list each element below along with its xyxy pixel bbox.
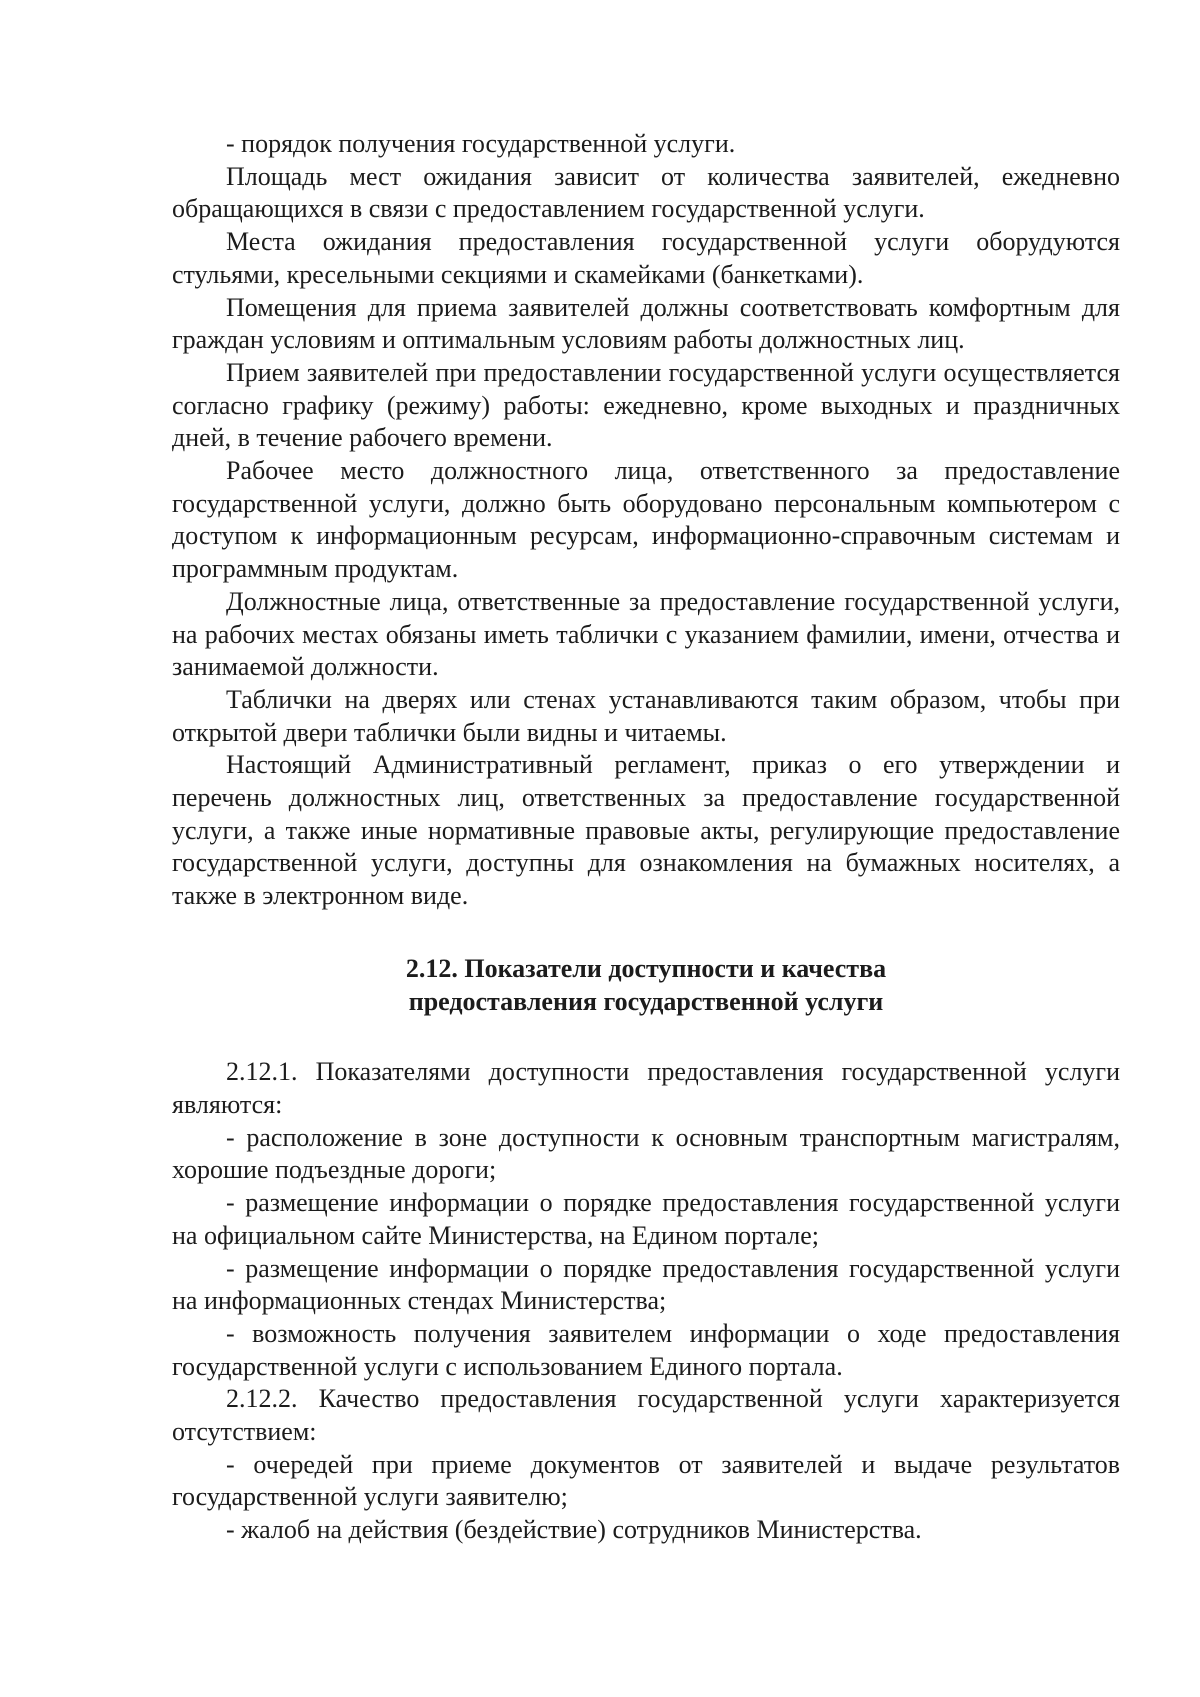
paragraph-accessibility-indicators: 2.12.1. Показателями доступности предоставления государственной услуги являются: — [172, 1057, 1120, 1119]
list-item-info-on-website: - размещение информации о порядке предоставления государственной услуги на официальном сайте Министерства, на Едином портале; — [172, 1188, 1120, 1250]
section-heading-line-1: 2.12. Показатели доступности и качества — [405, 953, 887, 983]
paragraph-reception-rooms: Помещения для приема заявителей должны соответствовать комфортным для граждан условиям и оптимальным условиям работы должностных лиц. — [172, 292, 1120, 355]
list-item-transport-access: - расположение в зоне доступности к основным транспортным магистралям, хорошие подъездные дороги; — [172, 1122, 1120, 1185]
paragraph-order-of-receipt: - порядок получения государственной услуги. — [226, 129, 736, 158]
paragraph-officials-nameplates: Должностные лица, ответственные за предоставление государственной услуги, на рабочих местах обязаны иметь таблички с указанием фамилии, имени, отчества и занимаемой должности. — [172, 586, 1120, 682]
paragraph-nameplates-visibility: Таблички на дверях или стенах устанавливаются таким образом, чтобы при открытой двери таблички были видны и читаемы. — [172, 684, 1120, 747]
document-page — [172, 128, 1120, 1547]
list-item-portal-progress-info: - возможность получения заявителем информации о ходе предоставления государственной услуги с использованием Единого портала. — [172, 1318, 1120, 1381]
paragraph-waiting-area-size: Площадь мест ожидания зависит от количества заявителей, ежедневно обращающихся в связи с предоставлением государственной услуги. — [172, 161, 1120, 224]
paragraph-workplace-equipment: Рабочее место должностного лица, ответственного за предоставление государственной услуги, должно быть оборудовано персональным компьютером с доступом к информационным ресурсам, информационно-справочным системам и программным продуктам. — [172, 456, 1120, 584]
paragraph-regulation-availability: Настоящий Административный регламент, приказ о его утверждении и перечень должностных лиц, ответственных за предоставление государственной услуги, а также иные нормативные правовые акты, регулирующие предоставление государственной услуги, доступны для ознакомления на бумажных носителях, а также в электронном виде. — [172, 750, 1120, 911]
paragraph-quality-indicators: 2.12.2. Качество предоставления государственной услуги характеризуется отсутствием: — [172, 1384, 1120, 1447]
paragraph-reception-schedule: Прием заявителей при предоставлении государственной услуги осуществляется согласно графику (режиму) работы: ежедневно, кроме выходных и праздничных дней, в течение рабочего времени. — [172, 357, 1120, 453]
paragraph-waiting-area-equipment: Места ожидания предоставления государственной услуги оборудуются стульями, кресельными секциями и скамейками (банкетками). — [172, 227, 1120, 289]
section-heading — [172, 953, 1120, 1018]
list-item-no-complaints: - жалоб на действия (бездействие) сотрудников Министерства. — [226, 1515, 922, 1545]
list-item-info-on-stands: - размещение информации о порядке предоставления государственной услуги на информационных стендах Министерства; — [172, 1253, 1120, 1316]
list-item-no-queues: - очередей при приеме документов от заявителей и выдаче результатов государственной услуги заявителю; — [172, 1449, 1120, 1512]
section-heading-line-2: предоставления государственной услуги — [408, 986, 884, 1016]
